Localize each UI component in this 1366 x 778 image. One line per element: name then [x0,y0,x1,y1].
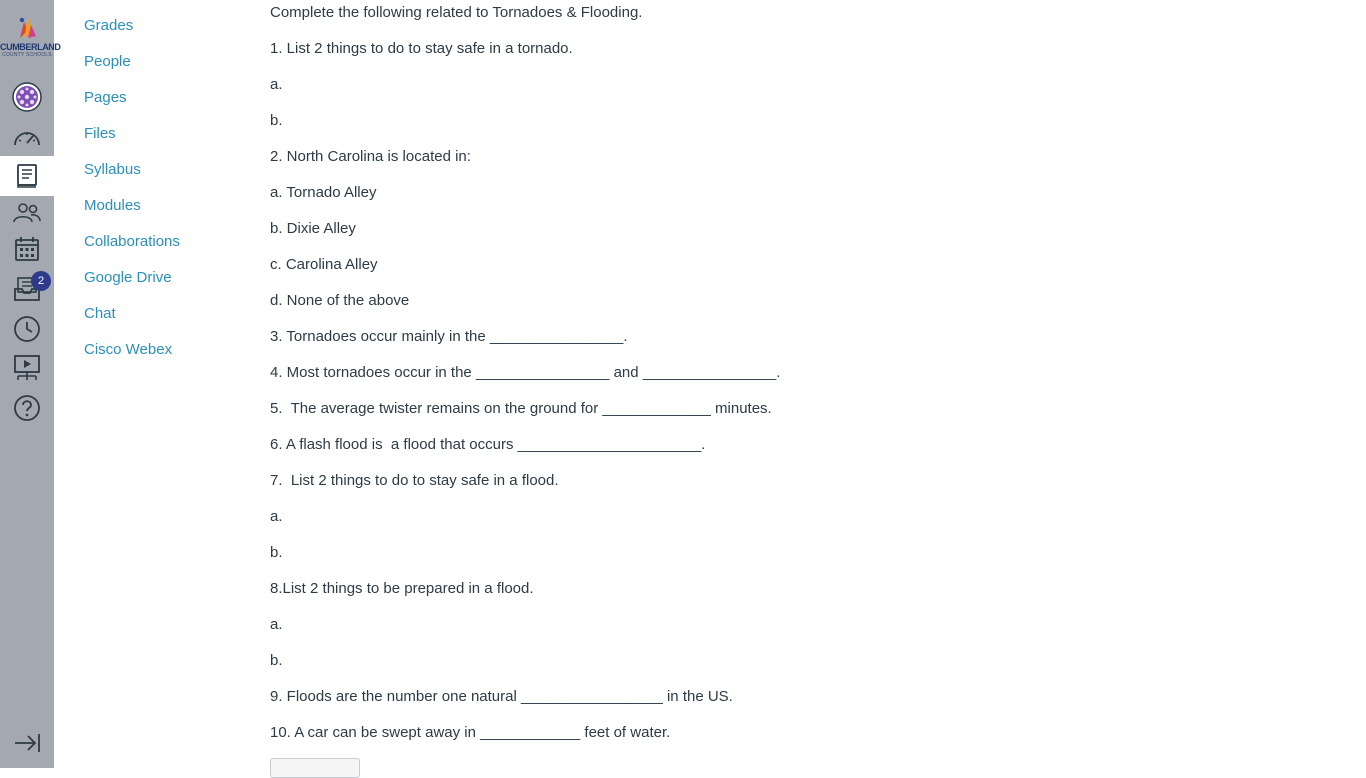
courses-nav-item[interactable] [0,156,54,196]
groups-icon [12,202,42,224]
question-3: 3. Tornadoes occur mainly in the ________________. [270,328,628,345]
course-nav-cisco-webex[interactable]: Cisco Webex [84,341,173,358]
studio-nav-item[interactable] [0,348,54,388]
course-nav-pages[interactable]: Pages [84,89,127,106]
question-9: 9. Floods are the number one natural _________________ in the US. [270,688,733,705]
help-icon [13,394,41,422]
answer-line: a. [270,508,283,525]
question-7: 7. List 2 things to do to stay safe in a flood. [270,472,559,489]
course-navigation [54,0,254,768]
history-nav-item[interactable] [0,309,54,349]
course-nav-modules[interactable]: Modules [84,197,141,214]
dashboard-nav-item[interactable] [0,118,54,158]
question-2: 2. North Carolina is located in: [270,148,471,165]
question-4: 4. Most tornadoes occur in the ________________ and ________________. [270,364,781,381]
page-content [270,0,1350,768]
course-nav-chat[interactable]: Chat [84,305,116,322]
question-1: 1. List 2 things to do to stay safe in a tornado. [270,40,573,57]
school-logo[interactable] [0,12,61,60]
logo-name: CUMBERLAND [0,42,61,52]
collapse-nav-button[interactable] [0,723,54,763]
content-button-partial[interactable] [270,758,360,778]
option-line: c. Carolina Alley [270,256,378,273]
courses-icon [16,163,38,189]
course-nav-collaborations[interactable]: Collaborations [84,233,180,250]
studio-icon [13,354,41,382]
question-10: 10. A car can be swept away in ____________ feet of water. [270,724,671,741]
answer-line: a. [270,76,283,93]
collapse-nav-icon [13,733,41,753]
answer-line: a. [270,616,283,633]
account-nav-item[interactable] [0,77,54,117]
question-6: 6. A flash flood is a flood that occurs ______________________. [270,436,706,453]
dashboard-icon [12,127,42,149]
answer-line: b. [270,652,283,669]
course-nav-people[interactable]: People [84,53,131,70]
course-nav-syllabus[interactable]: Syllabus [84,161,141,178]
account-avatar-icon [12,82,42,112]
intro-text: Complete the following related to Tornadoes & Flooding. [270,4,643,21]
flame-logo-icon [16,16,36,38]
option-line: d. None of the above [270,292,410,309]
logo-subtitle: COUNTY SCHOOLS [2,52,52,58]
help-nav-item[interactable] [0,388,54,428]
course-nav-grades[interactable]: Grades [84,17,134,34]
history-icon [13,315,41,343]
answer-line: b. [270,544,283,561]
course-nav-google-drive[interactable]: Google Drive [84,269,172,286]
answer-line: b. [270,112,283,129]
question-8: 8.List 2 things to be prepared in a flood. [270,580,534,597]
question-5: 5. The average twister remains on the ground for _____________ minutes. [270,400,772,417]
course-nav-files[interactable]: Files [84,125,116,142]
option-line: b. Dixie Alley [270,220,356,237]
inbox-unread-badge: 2 [31,271,51,291]
global-navigation [0,0,61,768]
option-line: a. Tornado Alley [270,184,377,201]
calendar-nav-item[interactable] [0,229,54,269]
groups-nav-item[interactable] [0,193,54,233]
calendar-icon [14,236,40,262]
